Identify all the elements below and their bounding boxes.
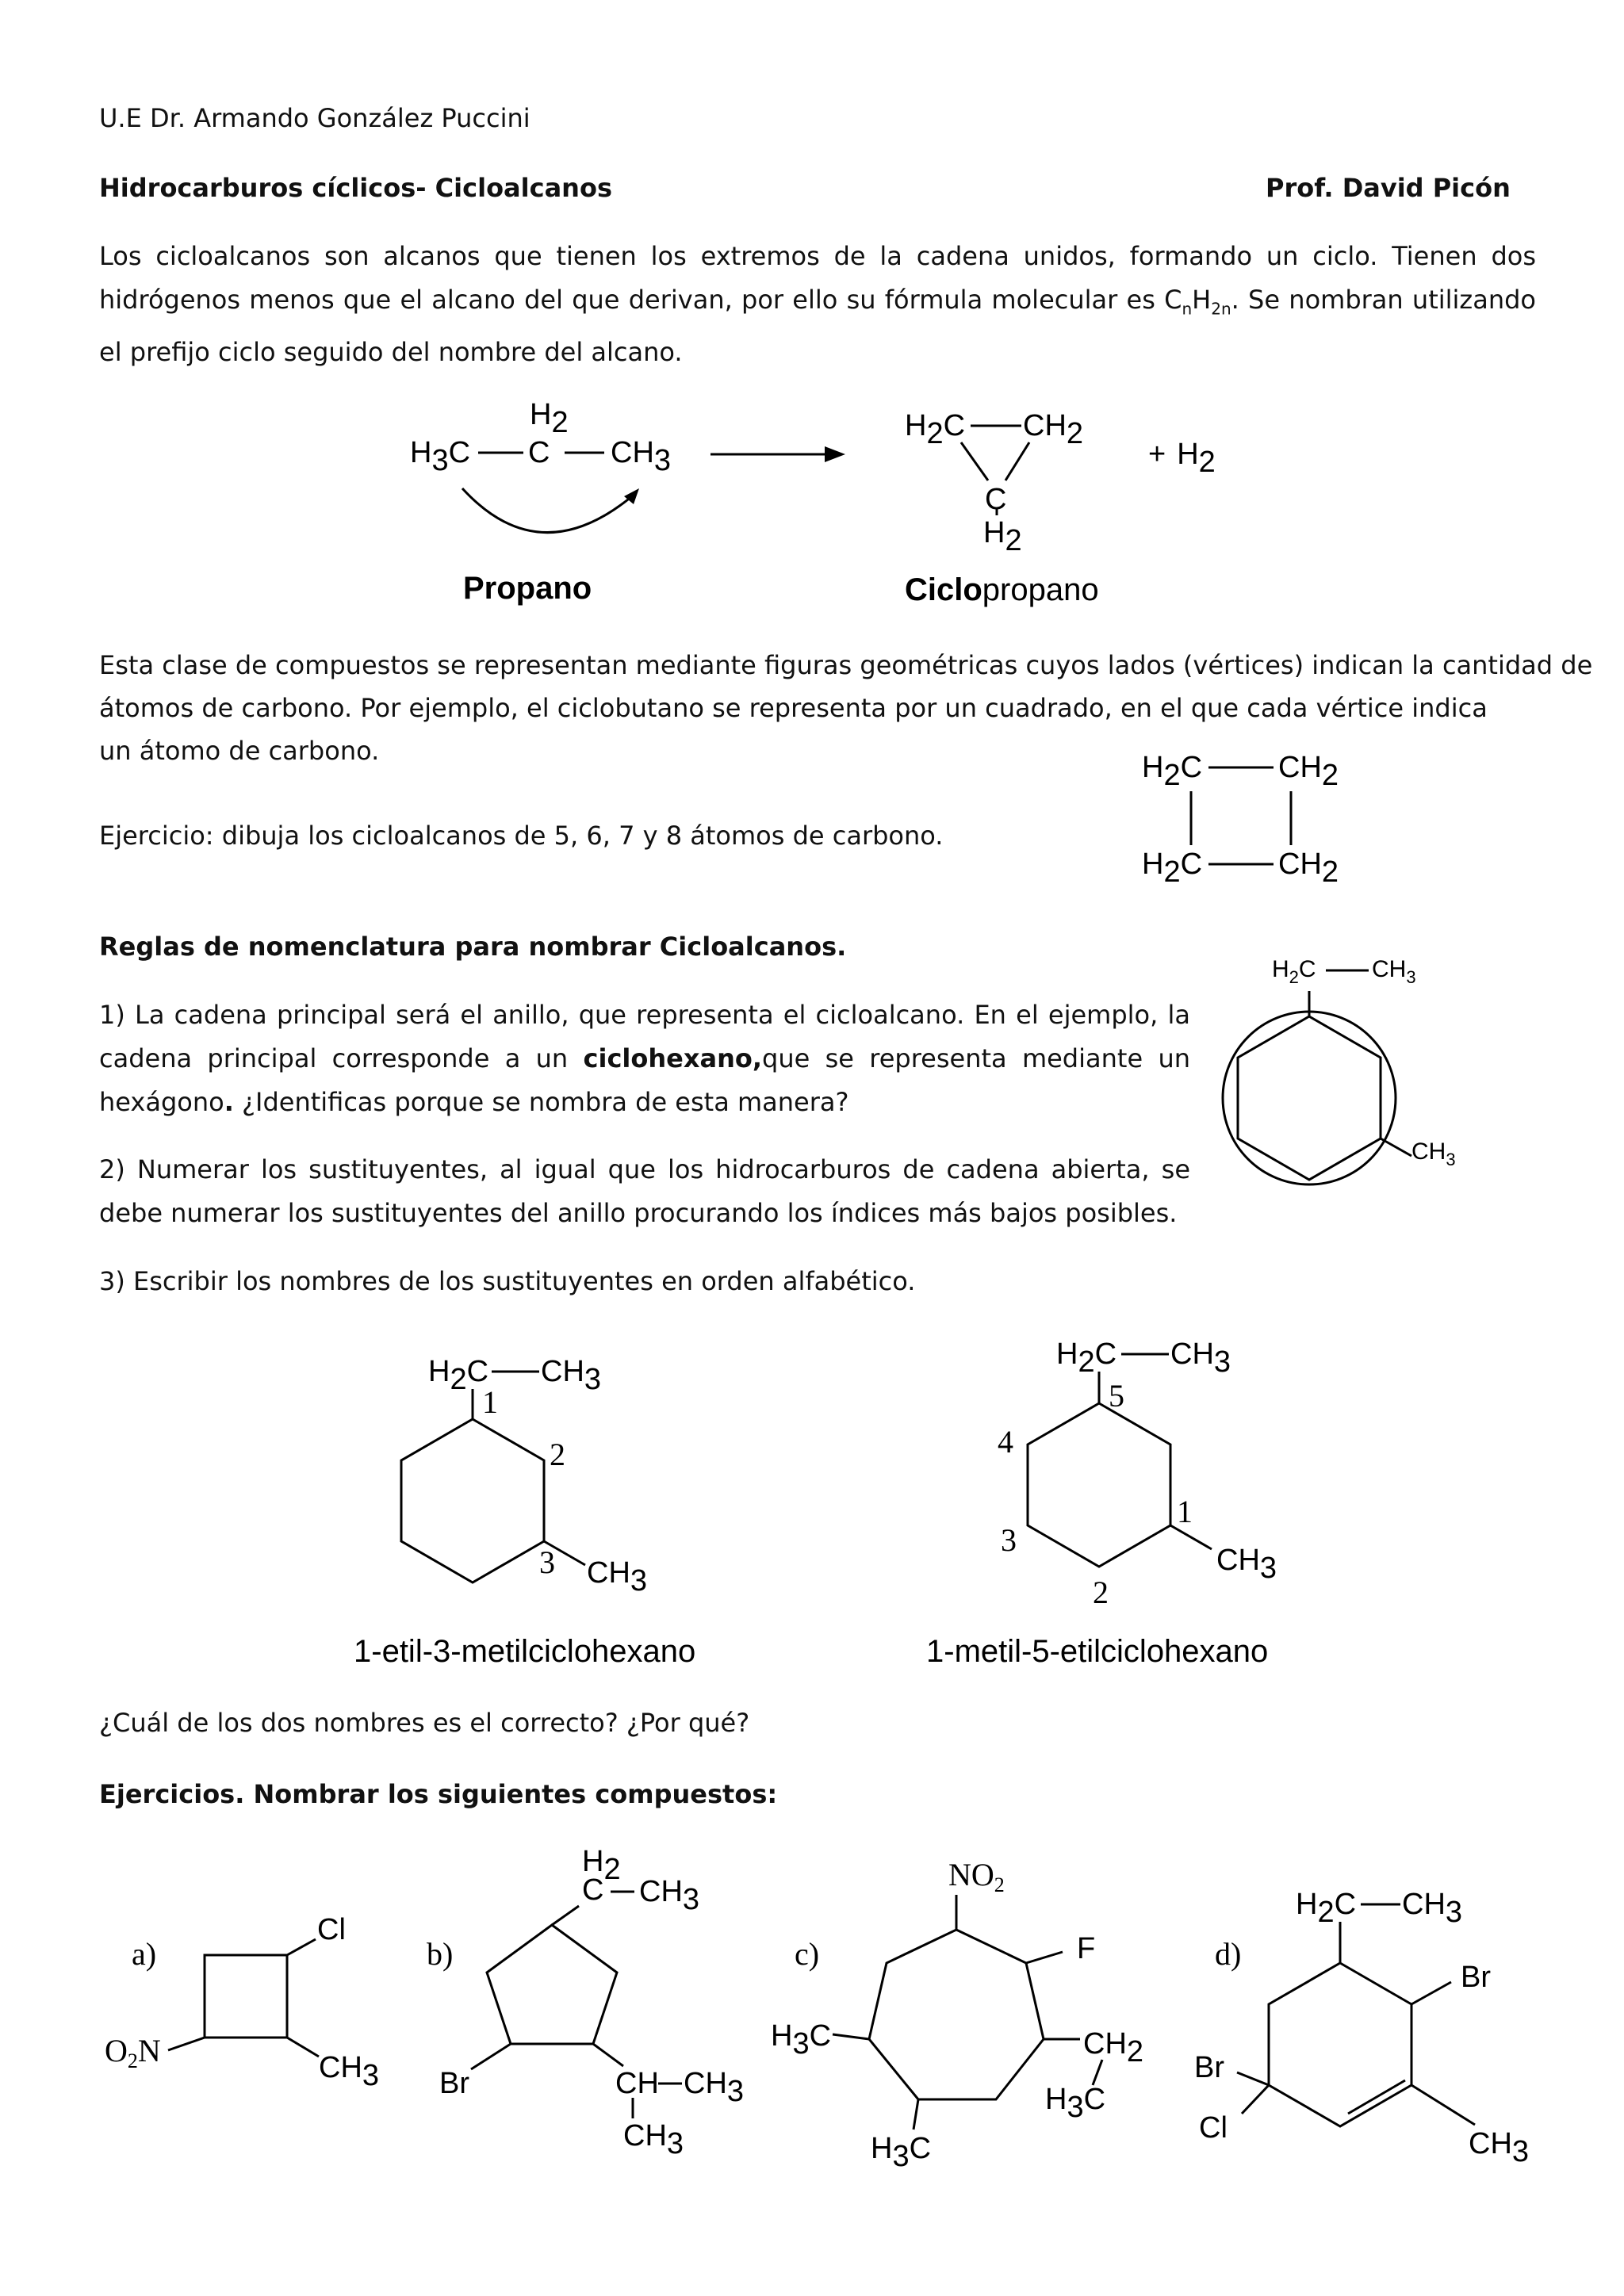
svg-text:CH3: CH3 bbox=[541, 1355, 602, 1396]
svg-text:H2C: H2C bbox=[905, 409, 966, 450]
svg-text:H2C: H2C bbox=[1142, 751, 1203, 792]
example-left-name: 1-etil-3-metilciclohexano bbox=[354, 1634, 696, 1669]
svg-text:CH3: CH3 bbox=[319, 2051, 380, 2092]
question: ¿Cuál de los dos nombres es el correcto? ¿Por qué? bbox=[99, 1708, 750, 1738]
svg-text:Cl: Cl bbox=[1199, 2111, 1228, 2145]
svg-text:H2: H2 bbox=[983, 516, 1022, 557]
document-title: Hidrocarburos cíclicos- Cicloalcanos bbox=[99, 173, 612, 203]
plus-h2: + H2 bbox=[1148, 438, 1216, 479]
cyclopropane-label: Ciclopropano bbox=[905, 572, 1099, 607]
example-left-structure bbox=[401, 1355, 647, 1598]
geometry-line-2: átomos de carbono. Por ejemplo, el ciclobutano se representa por un cuadrado, en el que cada vértice indica bbox=[99, 693, 1488, 723]
svg-text:2: 2 bbox=[1093, 1575, 1109, 1610]
circled-cyclohexane bbox=[1223, 956, 1456, 1184]
svg-text:CH3: CH3 bbox=[1216, 1544, 1277, 1585]
svg-text:H3C: H3C bbox=[871, 2132, 932, 2173]
svg-text:H3C: H3C bbox=[410, 436, 471, 477]
svg-text:CH3: CH3 bbox=[684, 2067, 745, 2108]
svg-text:3: 3 bbox=[1001, 1522, 1017, 1558]
svg-text:H2: H2 bbox=[530, 398, 569, 439]
geometry-line-1: Esta clase de compuestos se representan mediante figuras geométricas cuyos lados (vértices) indican la cantidad de bbox=[99, 650, 1593, 680]
example-right-name: 1-metil-5-etilciclohexano bbox=[926, 1634, 1269, 1669]
teacher-name: Prof. David Picón bbox=[1266, 173, 1511, 203]
exercise-draw-cycloalkanes: Ejercicio: dibuja los cicloalcanos de 5, 6, 7 y 8 átomos de carbono. bbox=[99, 821, 944, 851]
svg-text:H2C: H2C bbox=[1296, 1888, 1357, 1929]
svg-text:CH3: CH3 bbox=[1469, 2127, 1530, 2168]
svg-text:CH2: CH2 bbox=[1083, 2027, 1144, 2068]
svg-text:H2C: H2C bbox=[428, 1355, 489, 1396]
example-right-structure bbox=[998, 1337, 1277, 1610]
svg-text:CH3: CH3 bbox=[623, 2119, 684, 2160]
svg-text:H3C: H3C bbox=[1045, 2083, 1106, 2124]
svg-text:H2C: H2C bbox=[1142, 848, 1203, 889]
exercise-b-structure bbox=[427, 1845, 744, 2160]
svg-text:C: C bbox=[582, 1873, 604, 1907]
svg-text:CH: CH bbox=[615, 2067, 659, 2100]
svg-text:H2: H2 bbox=[582, 1845, 621, 1886]
svg-text:a): a) bbox=[132, 1936, 157, 1972]
exercise-d-structure bbox=[1194, 1888, 1529, 2168]
exercise-c-structure bbox=[771, 1857, 1143, 2173]
svg-text:C: C bbox=[985, 483, 1007, 516]
svg-text:5: 5 bbox=[1109, 1378, 1124, 1414]
svg-text:CH3: CH3 bbox=[639, 1875, 700, 1916]
svg-text:Br: Br bbox=[439, 2067, 469, 2100]
svg-text:1: 1 bbox=[482, 1384, 498, 1420]
svg-text:CH3: CH3 bbox=[611, 436, 672, 477]
svg-text:CH3: CH3 bbox=[587, 1556, 648, 1598]
exercises-heading: Ejercicios. Nombrar los siguientes compuestos: bbox=[99, 1779, 778, 1809]
svg-text:CH2: CH2 bbox=[1278, 848, 1339, 889]
svg-text:1: 1 bbox=[1177, 1494, 1193, 1529]
propane-structure bbox=[410, 398, 671, 533]
svg-text:Cl: Cl bbox=[317, 1913, 346, 1946]
rule-1: 1) La cadena principal será el anillo, que representa el cicloalcano. En el ejemplo, la cadena principal corresponde a un ciclohexano,que se representa mediante un hexágono. ¿Identificas porque se nombra de esta manera? bbox=[99, 1000, 1191, 1117]
svg-text:C: C bbox=[528, 436, 550, 469]
svg-text:c): c) bbox=[795, 1936, 820, 1972]
exercise-a-structure bbox=[105, 1913, 379, 2092]
svg-text:Br: Br bbox=[1461, 1961, 1491, 1994]
svg-text:H2C: $H_2C$ bbox=[1272, 956, 1316, 987]
propane-label: Propano bbox=[463, 571, 592, 606]
reaction-arrow bbox=[710, 446, 845, 462]
svg-text:d): d) bbox=[1215, 1936, 1242, 1972]
svg-text:CH2: CH2 bbox=[1278, 751, 1339, 792]
svg-text:CH3: CH3 bbox=[1402, 1888, 1463, 1929]
geometry-line-3: un átomo de carbono. bbox=[99, 736, 380, 766]
rule-2: 2) Numerar los sustituyentes, al igual que los hidrocarburos de cadena abierta, se debe numerar los sustituyentes del anillo procurando los índices más bajos posibles. bbox=[99, 1154, 1190, 1228]
svg-text:CH3: CH3 bbox=[1170, 1337, 1231, 1379]
svg-text:F: F bbox=[1077, 1932, 1096, 1965]
rules-heading: Reglas de nomenclatura para nombrar Cicloalcanos. bbox=[99, 932, 847, 962]
svg-text:H2C: H2C bbox=[1056, 1337, 1117, 1379]
svg-text:CH3: $CH_3$ bbox=[1411, 1138, 1456, 1169]
svg-text:2: 2 bbox=[550, 1437, 565, 1472]
school-name: U.E Dr. Armando González Puccini bbox=[99, 103, 530, 133]
svg-text:4: 4 bbox=[998, 1424, 1013, 1460]
intro-paragraph: Los cicloalcanos son alcanos que tienen los extremos de la cadena unidos, formando un ciclo. Tienen dos hidrógenos menos que el alcano del que derivan, por ello su fórmula molecular es $C_nH_{2n}$. Se nombran utilizando el prefijo ciclo seguido del nombre del alcano. bbox=[99, 241, 1537, 368]
cyclobutane-structure bbox=[1142, 751, 1339, 889]
svg-text:3: 3 bbox=[539, 1544, 555, 1580]
svg-text:NO2: $NO_2$ bbox=[948, 1857, 1005, 1896]
cyclopropane-structure bbox=[905, 409, 1083, 557]
svg-text:CH2: CH2 bbox=[1023, 409, 1084, 450]
svg-text:H3C: H3C bbox=[771, 2019, 832, 2061]
svg-text:b): b) bbox=[427, 1936, 454, 1972]
svg-text:O2N: $O_2N$ bbox=[105, 2033, 161, 2072]
rule-3: 3) Escribir los nombres de los sustituyentes en orden alfabético. bbox=[99, 1266, 916, 1296]
svg-text:CH3: $CH_3$ bbox=[1372, 956, 1416, 987]
svg-text:Br: Br bbox=[1194, 2051, 1224, 2084]
